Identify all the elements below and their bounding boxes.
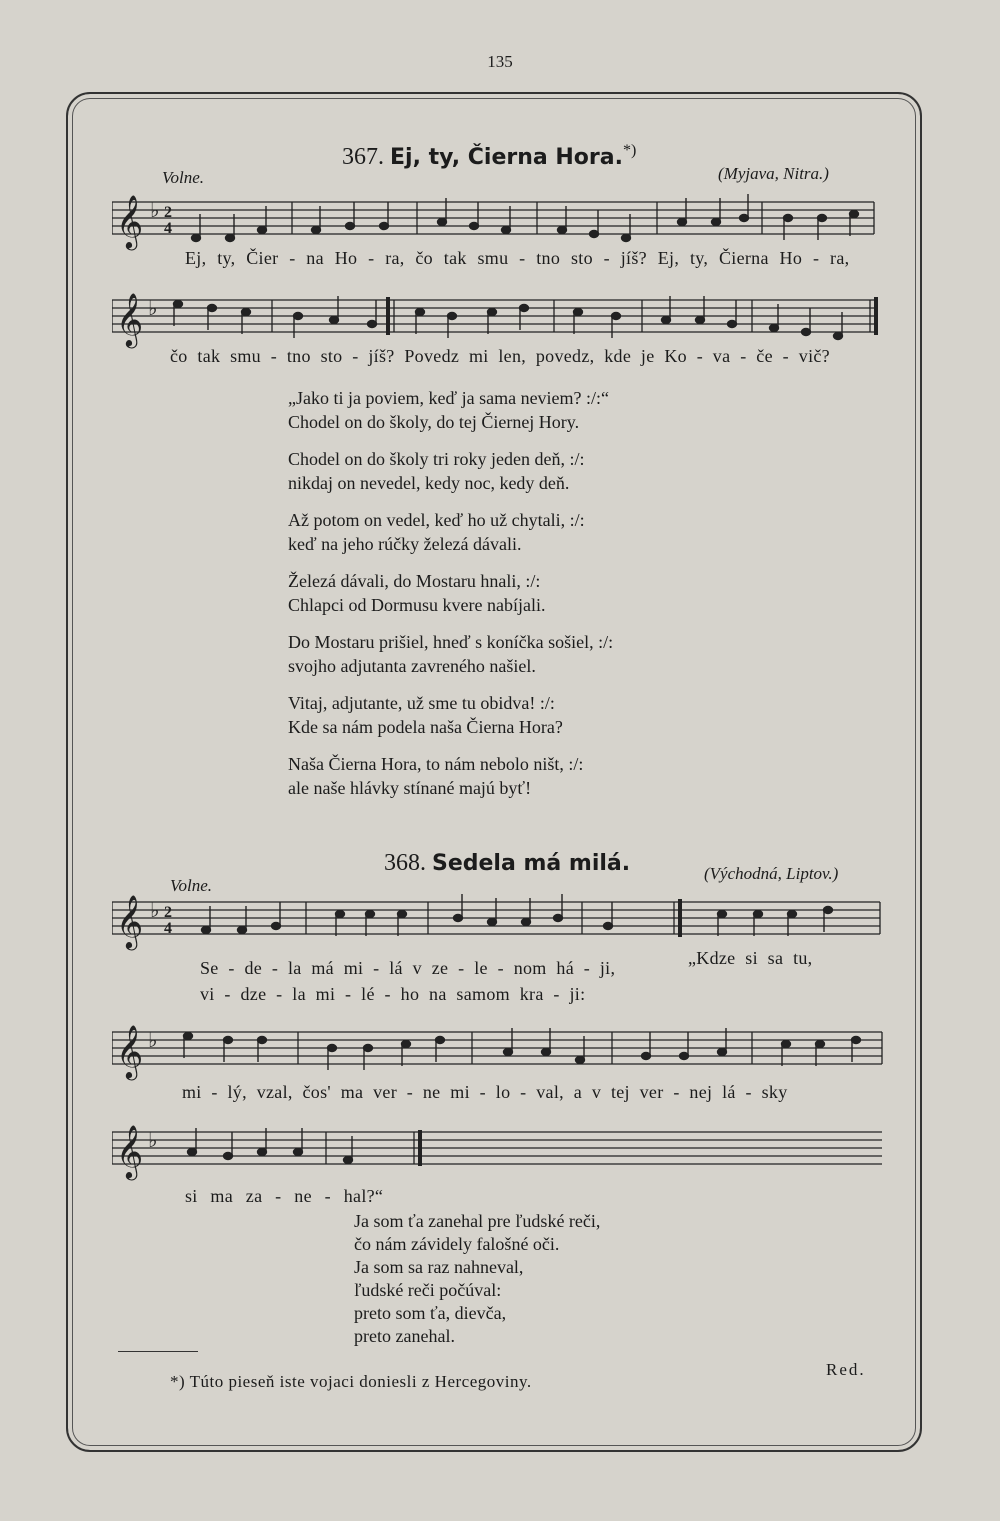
svg-text:𝄞: 𝄞 (116, 1124, 144, 1178)
svg-text:4: 4 (164, 920, 172, 937)
svg-text:♭: ♭ (148, 1030, 158, 1052)
song1-stanza (288, 569, 613, 617)
verse-line: Naša Čierna Hora, to nám nebolo ništ, :/: (288, 754, 584, 774)
verse-line: preto som ťa, dievča, (354, 1303, 507, 1323)
verse-line: ľudské reči počúval: (354, 1280, 502, 1300)
song2-lyrics-line-1a: Se - de - la má mi - lá v ze - le - nom há - ji, (200, 958, 616, 978)
verse-line: Do Mostaru prišiel, hneď s koníčka sošiel, :/: (288, 632, 614, 652)
song2-verse (354, 1210, 600, 1348)
song1-origin: (Myjava, Nitra.) (718, 164, 829, 183)
svg-text:𝄞: 𝄞 (116, 894, 144, 948)
song1-footnote-mark: *) (622, 142, 637, 159)
song2-tempo: Volne. (170, 876, 213, 895)
svg-text:♭: ♭ (148, 298, 158, 320)
song2-title-text: Sedela má milá. (432, 851, 631, 876)
song1-lyrics-line-1: Ej, ty, Čier - na Ho - ra, čo tak smu - tno sto - jíš? Ej, ty, Čierna Ho - ra, (185, 248, 850, 268)
footnote-divider (118, 1351, 198, 1352)
verse-line: Vitaj, adjutante, už sme tu obidva! :/: (288, 693, 555, 713)
verse-line: Železá dávali, do Mostaru hnali, :/: (288, 571, 541, 591)
svg-text:2: 2 (164, 904, 172, 921)
svg-text:♭: ♭ (150, 200, 160, 222)
song1-stanza (288, 752, 613, 800)
song2-staff-2 (112, 1018, 887, 1083)
song1-title (342, 142, 636, 171)
song2-staff-3 (112, 1118, 887, 1183)
song2-lyrics-line-1b: vi - dze - la mi - lé - ho na samom kra - ji: (200, 984, 586, 1004)
editor-mark: Red. (826, 1360, 866, 1379)
svg-text:𝄞: 𝄞 (116, 1024, 144, 1078)
song2-lyrics-line-1c: „Kdze si sa tu, (688, 948, 813, 968)
verse-line: Chodel on do školy, do tej Čiernej Hory. (288, 412, 580, 432)
song1-lyrics-line-2: čo tak smu - tno sto - jíš? Povedz mi len, povedz, kde je Ko - va - če - vič? (170, 346, 830, 366)
song1-number: 367. (342, 144, 384, 170)
song2-number: 368. (384, 850, 426, 876)
verse-line: čo nám závidely falošné oči. (354, 1234, 560, 1254)
verse-line: Až potom on vedel, keď ho už chytali, :/: (288, 510, 585, 530)
svg-text:♭: ♭ (148, 1130, 158, 1152)
verse-line: Chlapci od Dormusu kvere nabíjali. (288, 595, 546, 615)
svg-text:𝄞: 𝄞 (116, 194, 144, 248)
song2-origin: (Východná, Liptov.) (704, 864, 839, 883)
song1-verses (288, 386, 613, 813)
svg-text:♭: ♭ (150, 900, 160, 922)
song1-stanza (288, 447, 613, 495)
song1-stanza (288, 386, 613, 434)
verse-line: Chodel on do školy tri roky jeden deň, :/: (288, 449, 585, 469)
verse-line: Ja som ťa zanehal pre ľudské reči, (354, 1211, 601, 1231)
song1-tempo: Volne. (162, 168, 205, 187)
song1-title-text: Ej, ty, Čierna Hora. (390, 145, 623, 170)
verse-line: Kde sa nám podela naša Čierna Hora? (288, 717, 563, 737)
verse-line: svojho adjutanta zavreného našiel. (288, 656, 536, 676)
song2-title (384, 850, 630, 877)
song2-staff-1 (112, 888, 887, 953)
verse-line: nikdaj on nevedel, kedy noc, kedy deň. (288, 473, 570, 493)
verse-line: Ja som sa raz nahneval, (354, 1257, 524, 1277)
verse-line: preto zanehal. (354, 1326, 455, 1346)
verse-line: keď na jeho rúčky železá dávali. (288, 534, 522, 554)
song2-lyrics-line-2: mi - lý, vzal, čos' ma ver - ne mi - lo - val, a v tej ver - nej lá - sky (182, 1082, 788, 1102)
svg-text:2: 2 (164, 204, 172, 221)
song1-stanza (288, 630, 613, 678)
footnote: *) Túto pieseň iste vojaci doniesli z Hercegoviny. (170, 1372, 532, 1391)
svg-text:𝄞: 𝄞 (116, 292, 144, 346)
song1-stanza (288, 691, 613, 739)
song1-stanza (288, 508, 613, 556)
song2-lyrics-line-3: si ma za - ne - hal?“ (185, 1186, 384, 1206)
verse-line: „Jako ti ja poviem, keď ja sama neviem? :/:“ (288, 388, 610, 408)
page-number: 135 (487, 52, 513, 71)
verse-line: ale naše hlávky stínané majú byť! (288, 778, 532, 798)
svg-text:4: 4 (164, 220, 172, 237)
